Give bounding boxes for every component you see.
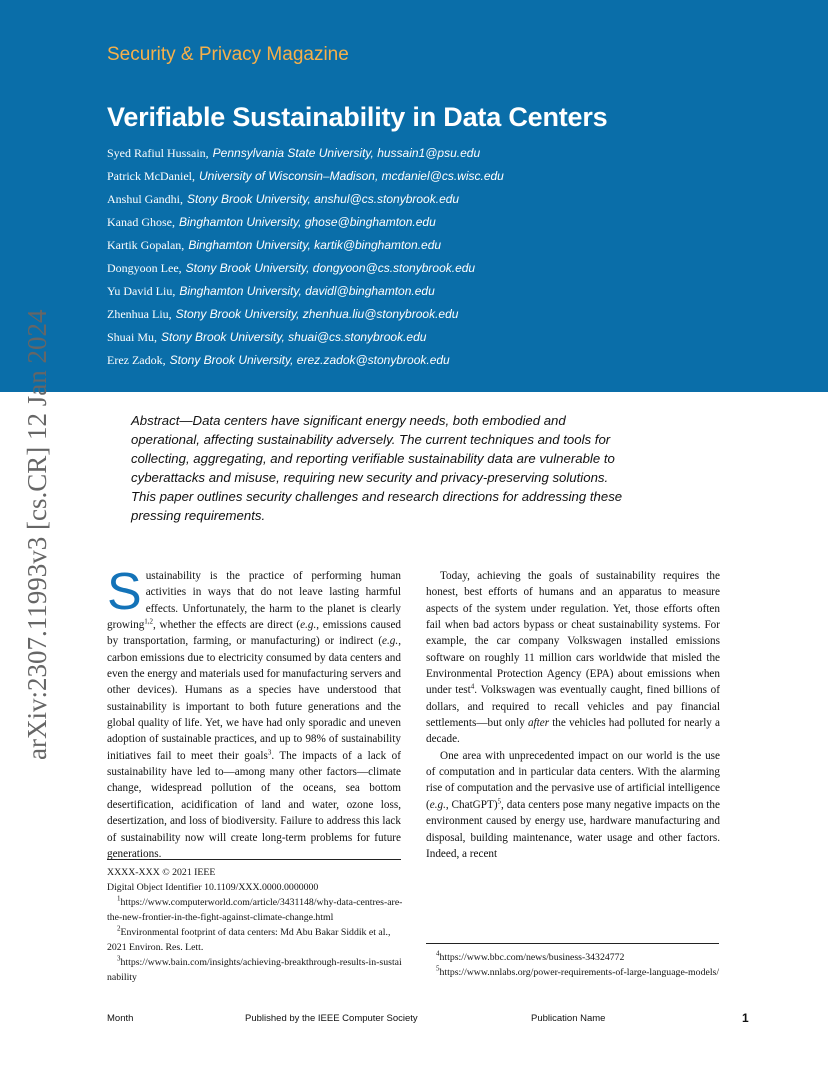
footnote-link[interactable]: https://www.computerworld.com/article/3431148/why-data-centres-are-the-new-frontier-in-the-fight-against-climate-change.html	[107, 897, 403, 923]
footer-publisher: Published by the IEEE Computer Society	[245, 1013, 418, 1024]
footer-publication: Publication Name	[531, 1013, 606, 1024]
body-text: e.g.	[300, 619, 317, 632]
footnote-ref[interactable]: 3	[267, 748, 272, 757]
footnote-4	[426, 950, 722, 965]
footnote-3	[107, 955, 403, 985]
footnotes-left	[107, 865, 403, 985]
author-name: Erez Zadok,	[107, 353, 166, 367]
body-text: , carbon emissions due to electricity consumed by data centers and even the energy and materials used for manufacturing servers and other devices). Humans as a species have understood that sustainability is important to both future generations and the global quality of life. Yet, we have had only sporadic and uneven adoption of sustainable practices, and up to 98% of sustainability initiatives fail to meet their goals	[107, 635, 401, 762]
footnote-link[interactable]: https://www.bbc.com/news/business-34324772	[439, 952, 625, 963]
author-row	[107, 260, 767, 283]
author-name: Syed Rafiul Hussain,	[107, 146, 209, 160]
footer-month: Month	[107, 1013, 134, 1024]
body-text: , ChatGPT)	[445, 798, 498, 811]
footnote-text: Environmental footprint of data centers: Md Abu Bakar Siddik et al., 2021 Environ. Res. Lett.	[107, 927, 391, 953]
magazine-name: Security & Privacy Magazine	[107, 44, 349, 65]
body-text: ustainability is the practice of performing human activities in ways that do not leave lasting harmful effects. Unfortunately, the harm to the planet is clearly growing	[107, 570, 401, 632]
author-name: Dongyoon Lee,	[107, 261, 182, 275]
body-text: One area with unprecedented impact on our world is the use of computation and in particular data centers. With the alarming rise of computation and the pervasive use of artificial intelligence (	[426, 749, 720, 811]
page-number: 1	[742, 1011, 749, 1025]
copyright: XXXX-XXX © 2021 IEEE	[107, 867, 216, 878]
footnote-number: 5	[436, 964, 440, 973]
author-row	[107, 191, 767, 214]
author-name: Zhenhua Liu,	[107, 307, 172, 321]
abstract: Abstract—Data centers have significant energy needs, both embodied and operational, affecting sustainability adversely. The current techniques and tools for collecting, aggregating, and reporting verifiable sustainability data are vulnerable to cyberattacks and misuse, requiring new security and privacy-preserving solutions. This paper outlines security challenges and research directions for addressing these pressing requirements.	[131, 413, 623, 523]
author-affiliation: Stony Brook University, dongyoon@cs.stonybrook.edu	[185, 261, 476, 275]
header-banner	[0, 0, 828, 392]
author-name: Anshul Gandhi,	[107, 192, 183, 206]
footnote-ref[interactable]: 4	[470, 682, 475, 691]
author-name: Kartik Gopalan,	[107, 238, 185, 252]
footnote-1	[107, 895, 403, 925]
body-text: Today, achieving the goals of sustainability requires the honest, best efforts of humans and an apparatus to measure aspects of the system under regulation. Yet, those efforts often fail when bad actors bypass or cheat sustainability systems. For example, the car company Volkswagen installed emissions software on roughly 11 million cars worldwide that misled the Environmental Protection Agency (EPA) about emissions when under test	[426, 570, 720, 697]
footnotes-right	[426, 950, 722, 980]
body-text: . The impacts of a lack of sustainability have led to—among many other factors—climate change, widespread pollution of the oceans, sea bottom desertification, acidification of land and water, ozone loss, desertization, and loss of biodiversity. Failure to address this lack of sustainability now will create long-term problems for future generations.	[107, 749, 401, 860]
footnote-link[interactable]: https://www.bain.com/insights/achieving-breakthrough-results-in-sustainability	[107, 957, 402, 983]
author-name: Patrick McDaniel,	[107, 169, 195, 183]
author-affiliation: Stony Brook University, anshul@cs.stonybrook.edu	[187, 192, 460, 206]
footnote-rule	[426, 943, 719, 944]
paper-title: Verifiable Sustainability in Data Centers	[107, 102, 608, 132]
body-text: e.g.	[382, 635, 399, 648]
paragraph	[426, 748, 720, 862]
footnote-rule	[107, 859, 401, 860]
drop-cap: S	[107, 563, 142, 621]
author-name: Yu David Liu,	[107, 284, 176, 298]
footnote-5	[426, 965, 722, 980]
footnote-number: 3	[117, 954, 121, 963]
author-row	[107, 283, 767, 306]
footnote-link[interactable]: https://www.nnlabs.org/power-requirements-of-large-language-models/	[439, 967, 720, 978]
footnote-ref[interactable]: 1,2	[144, 617, 154, 626]
body-text: e.g.	[429, 798, 446, 811]
body-text: , data centers pose many negative impacts on the environment caused by energy use, hardware manufacturing and disposal, building maintenance, water usage and other factors. Indeed, a recent	[426, 798, 720, 860]
author-affiliation: Pennsylvania State University, hussain1@psu.edu	[212, 146, 481, 160]
body-column-left	[107, 563, 402, 862]
author-affiliation: Binghamton University, ghose@binghamton.edu	[178, 215, 436, 229]
body-text: , emissions caused by transportation, farming, or manufacturing) or indirect (	[107, 619, 402, 648]
footnote-number: 2	[117, 924, 121, 933]
author-row	[107, 145, 767, 168]
author-row	[107, 214, 767, 237]
author-affiliation: Stony Brook University, shuai@cs.stonybrook.edu	[161, 330, 427, 344]
author-affiliation: Stony Brook University, erez.zadok@stonybrook.edu	[169, 353, 450, 367]
author-row	[107, 306, 767, 329]
paragraph	[426, 568, 720, 748]
footnote-number: 4	[436, 949, 440, 958]
author-row	[107, 168, 767, 191]
arxiv-identifier: arXiv:2307.11993v3 [cs.CR] 12 Jan 2024	[22, 309, 52, 760]
footnote-number: 1	[117, 894, 121, 903]
author-list	[107, 145, 767, 375]
author-name: Kanad Ghose,	[107, 215, 175, 229]
footnote-2	[107, 925, 403, 955]
author-name: Shuai Mu,	[107, 330, 158, 344]
author-row	[107, 352, 767, 375]
body-column-right	[426, 568, 720, 862]
author-row	[107, 329, 767, 352]
doi: Digital Object Identifier 10.1109/XXX.0000.0000000	[107, 882, 319, 893]
footnote-ref[interactable]: 5	[497, 797, 502, 806]
author-row	[107, 237, 767, 260]
author-affiliation: University of Wisconsin–Madison, mcdaniel@cs.wisc.edu	[198, 169, 504, 183]
body-text: , whether the effects are direct (	[153, 619, 301, 632]
author-affiliation: Binghamton University, davidl@binghamton.edu	[179, 284, 435, 298]
author-affiliation: Binghamton University, kartik@binghamton.edu	[188, 238, 442, 252]
body-text: the vehicles had polluted for nearly a decade.	[426, 717, 720, 746]
author-affiliation: Stony Brook University, zhenhua.liu@stonybrook.edu	[175, 307, 459, 321]
body-text: . Volkswagen was eventually caught, fined billions of dollars, and required to recall vehicles and pay financial settlements—but only	[426, 684, 720, 730]
body-text: after	[527, 717, 550, 730]
